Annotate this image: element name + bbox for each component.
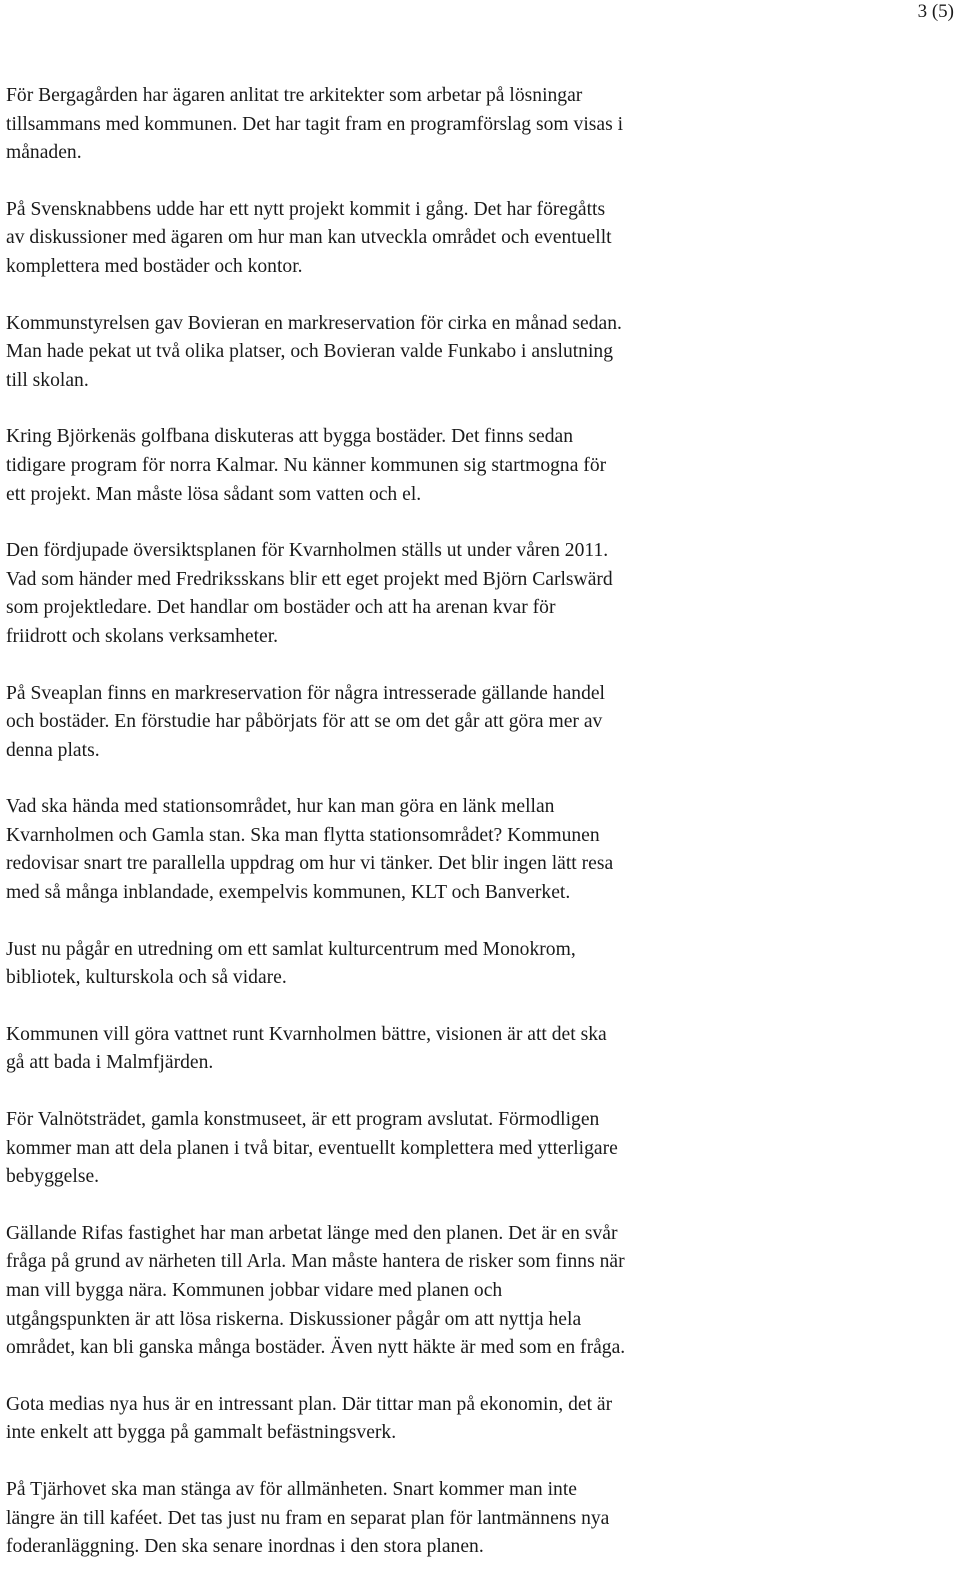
paragraph-kvarnholmen-oversiktsplan: Den fördjupade översiktsplanen för Kvarnholmen ställs ut under våren 2011. Vad som händer med Fredriksskans blir ett eget projekt med Björn Carlswärd som projektledare. Det handlar om bostäder och att ha arenan kvar för friidrott och skolans verksamheter. (6, 540, 613, 647)
paragraph-tjarhovet: På Tjärhovet ska man stänga av för allmänheten. Snart kommer man inte längre än till kaféet. Det tas just nu fram en separat plan för lantmännens nya foderanläggning. Den ska senare inordnas i den stora planen. (6, 1478, 610, 1558)
paragraph-kulturcentrum: Just nu pågår en utredning om ett samlat kulturcentrum med Monokrom, bibliotek, kulturskola och så vidare. (6, 938, 576, 989)
document-body (6, 82, 951, 1590)
paragraph-valnotstradet: För Valnötsträdet, gamla konstmuseet, är ett program avslutat. Förmodligen kommer man att dela planen i två bitar, eventuellt komplettera med ytterligare bebyggelse. (6, 1109, 618, 1188)
paragraph-stationsomradet: Vad ska hända med stationsområdet, hur kan man göra en länk mellan Kvarnholmen och Gamla stan. Ska man flytta stationsområdet? Kommunen redovisar snart tre parallella uppdrag om hur vi tänker. Det blir ingen lätt resa med så många inblandade, exempelvis kommunen, KLT och Banverket. (6, 796, 614, 904)
paragraph-bovieran: Kommunstyrelsen gav Bovieran en markreservation för cirka en månad sedan. Man hade pekat ut två olika platser, och Bovieran valde Funkabo i anslutning till skolan. (6, 312, 622, 391)
paragraph-bjorkenas: Kring Björkenäs golfbana diskuteras att bygga bostäder. Det finns sedan tidigare program för norra Kalmar. Nu känner kommunen sig startmogna för ett projekt. Man måste lösa sådant som vatten och el. (6, 426, 607, 505)
paragraph-svensknabbens-udde: På Svensknabbens udde har ett nytt projekt kommit i gång. Det har föregåtts av diskussioner med ägaren om hur man kan utveckla området och eventuellt komplettera med bostäder och kontor. (6, 198, 612, 277)
paragraph-bergagarden: För Bergagården har ägaren anlitat tre arkitekter som arbetar på lösningar tillsammans med kommunen. Det har tagit fram en programförslag som visas i månaden. (6, 85, 624, 164)
page-number: 3 (5) (917, 1, 954, 22)
paragraph-sveaplan: På Sveaplan finns en markreservation för några intresserade gällande handel och bostäder. En förstudie har påbörjats för att se om det går att göra mer av denna plats. (6, 682, 606, 761)
paragraph-gota-media: Gota medias nya hus är en intressant plan. Där tittar man på ekonomin, det är inte enkelt att bygga på gammalt befästningsverk. (6, 1393, 613, 1444)
paragraph-rifas: Gällande Rifas fastighet har man arbetat länge med den planen. Det är en svår fråga på grund av närheten till Arla. Man måste hantera de risker som finns när man vill bygga nära. Kommunen jobbar vidare med planen och utgångspunkten är att lösa riskerna. Diskussioner pågår om att nyttja hela området, kan bli ganska många bostäder. Även nytt häkte är med som en fråga. (6, 1222, 626, 1359)
paragraph-malmfjarden: Kommunen vill göra vattnet runt Kvarnholmen bättre, visionen är att det ska gå att bada i Malmfjärden. (6, 1023, 607, 1074)
